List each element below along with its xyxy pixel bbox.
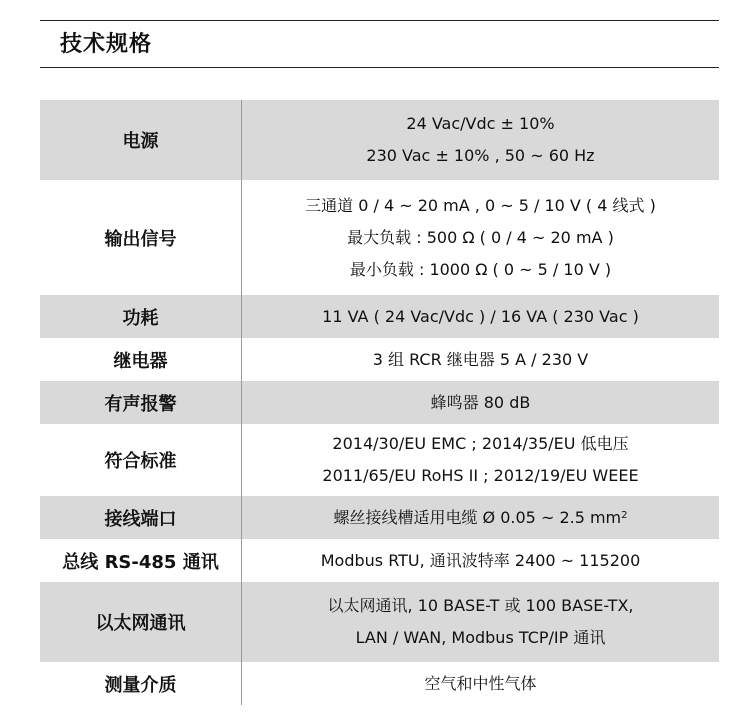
spec-value-line: LAN / WAN, Modbus TCP/IP 通讯 <box>355 628 606 647</box>
spec-table <box>40 100 719 705</box>
spec-value-power <box>242 100 719 180</box>
spec-value-relay <box>242 338 719 381</box>
spec-value-line <box>333 502 627 534</box>
spec-value-line: 以太网通讯, 10 BASE-T 或 100 BASE-TX, <box>327 596 634 615</box>
spec-row-ethernet <box>40 582 719 662</box>
spec-label-ethernet: 以太网通讯 <box>40 582 242 662</box>
top-rule <box>40 20 719 21</box>
spec-value-line: 2011/65/EU RoHS II ; 2012/19/EU WEEE <box>322 466 639 485</box>
spec-label-compliance: 符合标准 <box>40 424 242 496</box>
spec-row-relay <box>40 338 719 381</box>
spec-value-line: 230 Vac ± 10% , 50 ~ 60 Hz <box>366 146 595 165</box>
spec-label-wiring-terminal: 接线端口 <box>40 496 242 539</box>
title-underline <box>40 67 719 68</box>
spec-value-line: 最小负载 : 1000 Ω ( 0 ~ 5 / 10 V ) <box>349 259 612 279</box>
spec-row-audible-alarm <box>40 381 719 424</box>
spec-value-line: Modbus RTU, 通讯波特率 2400 ~ 115200 <box>320 550 641 570</box>
spec-row-power <box>40 100 719 180</box>
spec-value-line: 24 Vac/Vdc ± 10% <box>406 114 555 133</box>
spec-row-power-consumption <box>40 295 719 338</box>
unit-superscript: 2 <box>621 509 628 521</box>
spec-value-line: 3 组 RCR 继电器 5 A / 230 V <box>372 349 589 369</box>
spec-value-wiring-terminal <box>242 496 719 539</box>
spec-value-rs485-bus <box>242 539 719 582</box>
spec-value-measurement-medium <box>242 662 719 705</box>
spec-value-line: 蜂鸣器 80 dB <box>430 392 531 412</box>
spec-value-ethernet <box>242 582 719 662</box>
page-title: 技术规格 <box>60 32 153 57</box>
spec-row-rs485-bus <box>40 539 719 582</box>
spec-value-text: 螺丝接线槽适用电缆 Ø 0.05 ~ 2.5 mm <box>333 507 622 527</box>
spec-label-output-signal: 输出信号 <box>40 180 242 295</box>
spec-value-power-consumption <box>242 295 719 338</box>
spec-value-output-signal <box>242 180 719 295</box>
spec-value-line: 11 VA ( 24 Vac/Vdc ) / 16 VA ( 230 Vac ) <box>322 306 639 326</box>
spec-label-power: 电源 <box>40 100 242 180</box>
spec-row-compliance <box>40 424 719 496</box>
spec-label-audible-alarm: 有声报警 <box>40 381 242 424</box>
spec-row-wiring-terminal <box>40 496 719 539</box>
spec-value-line: 空气和中性气体 <box>424 673 537 693</box>
spec-value-compliance <box>242 424 719 496</box>
spec-value-line: 三通道 0 / 4 ~ 20 mA , 0 ~ 5 / 10 V ( 4 线式 ) <box>305 195 656 215</box>
spec-row-measurement-medium <box>40 662 719 705</box>
spec-value-line: 最大负载 : 500 Ω ( 0 / 4 ~ 20 mA ) <box>347 227 614 247</box>
spec-label-power-consumption: 功耗 <box>40 295 242 338</box>
spec-label-relay: 继电器 <box>40 338 242 381</box>
spec-label-rs485-bus: 总线 RS-485 通讯 <box>40 539 242 582</box>
spec-label-measurement-medium: 测量介质 <box>40 662 242 705</box>
spec-row-output-signal <box>40 180 719 295</box>
spec-value-audible-alarm <box>242 381 719 424</box>
spec-value-line: 2014/30/EU EMC ; 2014/35/EU 低电压 <box>332 434 629 453</box>
